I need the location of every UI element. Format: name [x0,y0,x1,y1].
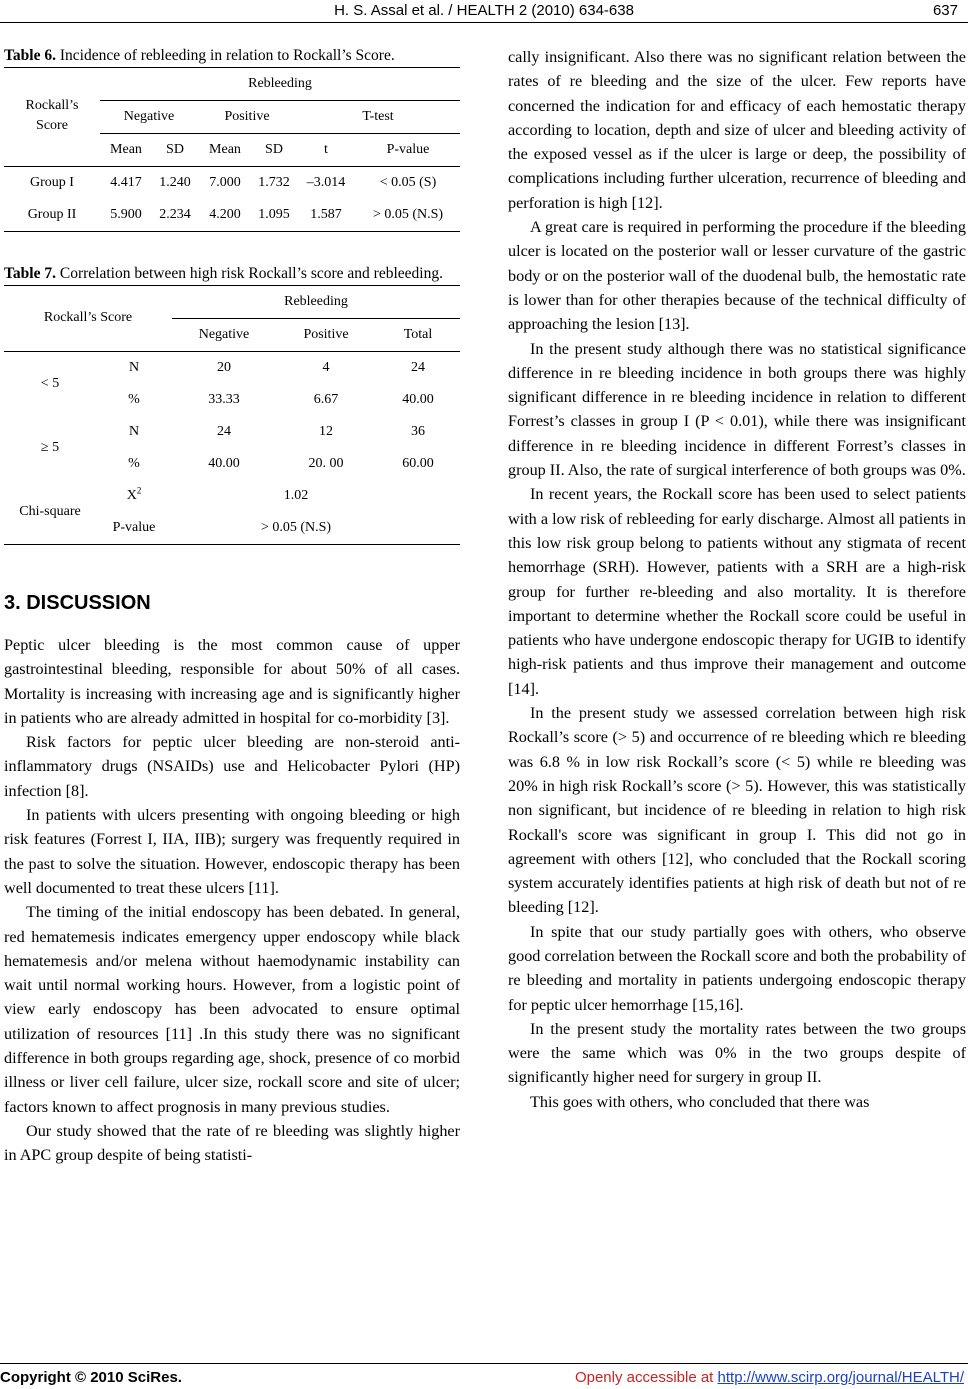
table7-ge5-label: ≥ 5 [40,439,60,455]
table-row [4,199,460,232]
copyright: Copyright © 2010 SciRes. [0,1369,182,1386]
table7-cell: 20. 00 [308,455,344,471]
paragraph: This goes with others, who concluded that there was [530,1092,870,1111]
table6-cell: 1.587 [296,199,356,232]
table6-caption [4,45,460,67]
paragraph: cally insignificant. Also there was no significant relation between the rates of re bleeding and the size of the ulcer. Few reports have concerned the indication for and efficacy of each hemostatic therapy according to location, depth and size of ulcer and bleeding activity of the exposed vessel as if the ulcer is large or deep, the possibility of complications including further ulceration, recurrence of bleeding and perforation is high [12]. [508,48,966,212]
table7-cell: 6.67 [313,391,339,407]
table6-cell: < 0.05 (S) [379,174,437,190]
table7-cell: 36 [411,423,425,439]
table6-mean-header: Mean [100,134,152,167]
table6-negative-header: Negative [100,101,198,134]
table7-x2-label: $X^2$ [126,485,142,503]
paragraph: In spite that our study partially goes with others, who observe good correlation between the Rockall score and both the probability of re bleeding and mortality in patients undergoing endoscopic therapy for peptic ulcer hemorrhage [15,16]. [508,922,966,1014]
table6-ttest-header: T-test [296,101,460,134]
table7-lt5-label: < 5 [40,375,60,391]
table7-cell: 24 [217,423,231,439]
paragraph: The timing of the initial endoscopy has been debated. In general, red hematemesis indicates emergency upper endoscopy while black hematemesis and/or melena without haemodynamic instability can wait until normal working hours. However, from a logistic point of view early endoscopy has been advocated to ensure optimal utilization of resources [11] .In this study there was no significant difference in both groups regarding age, shock, presence of co morbid illness or liver cell failure, ulcer size, rockall score and site of ulcer; factors known to affect prognosis in many previous studies. [4,903,460,1116]
paragraph: Risk factors for peptic ulcer bleeding are non-steroid anti-inflammatory drugs (NSAIDs) use and Helicobacter Pylori (HP) infection [8]. [4,733,460,800]
table6-cell: 5.900 [100,199,152,232]
table7-total-header: Total [376,319,460,352]
page-footer [0,1363,968,1389]
paragraph: In the present study the mortality rates between the two groups were the same which was 0% in the two groups despite of significantly higher need for surgery in group II. [508,1019,966,1087]
table7-label: Table 7. [4,265,56,282]
table7-pvalue-value: > 0.05 (N.S) [172,512,460,545]
table7-cell: 60.00 [402,455,434,471]
table7-cell: 24 [411,359,425,375]
table6-positive-header: Positive [198,101,296,134]
table7-positive-header: Positive [276,319,376,352]
table6-mean-header: Mean [198,134,252,167]
table6-cell: > 0.05 (N.S) [356,199,460,232]
table6-label: Table 6. [4,47,56,64]
table6-cell: 4.200 [198,199,252,232]
section-heading: 3. DISCUSSION [4,592,151,614]
table6-pvalue-header: P-value [356,134,460,167]
table6-cell: 1.095 [252,199,296,232]
table7-cell: 40.00 [402,391,434,407]
table-row [4,167,460,200]
paragraph: Our study showed that the rate of re bleeding was slightly higher in APC group despite of being statisti- [4,1121,460,1165]
right-column [508,45,966,1114]
table6-cell: 2.234 [152,199,198,232]
page-header [0,0,968,22]
open-access-note: Openly accessible at http://www.scirp.org/journal/HEALTH/ [574,1369,964,1386]
table7-pvalue-label: P-value [96,512,172,545]
header-rule [0,22,968,23]
paragraph: Peptic ulcer bleeding is the most common cause of upper gastrointestinal bleeding, responsible for about 50% of all cases. Mortality is increasing with increasing age and is significantly higher in patients who are already admitted in hospital for co-morbidity [3]. [4,636,460,727]
table7-cell: 4 [322,359,330,375]
table6-caption-text: Incidence of rebleeding in relation to Rockall’s Score. [55,47,395,64]
table7-caption [4,263,460,285]
table6-cell: Group I [30,174,74,190]
table-row [4,416,460,448]
table7-cell: 33.33 [208,391,240,407]
table7-cell: N [128,359,140,375]
page-number: 637 [932,2,958,19]
table7-cell: 12 [319,423,333,439]
journal-link[interactable]: http://www.scirp.org/journal/HEALTH/ [717,1369,964,1386]
table7-rebleeding-header: Rebleeding [172,286,460,319]
table7-x2-value: 1.02 [283,487,309,503]
table6 [4,67,460,232]
table6-cell: 1.732 [258,174,290,190]
table7-cell: 40.00 [208,455,240,471]
paragraph: In recent years, the Rockall score has been used to select patients with a low risk of rebleeding for early discharge. Almost all patients in this low risk group belong to patients without any stigmata of recent hemorrhage (SRH). However, patients with a SRH are a high-risk group for further re-bleeding and also mortality. It is therefore important to determine whether the Rockall score could be useful in patients who have undergone endoscopic therapy for UGIB to identify high-risk patients and thus improve their management and outcome [14]. [508,485,966,698]
paragraph: In patients with ulcers presenting with ongoing bleeding or high risk features (Forrest I, IIA, IIB); surgery was frequently required in the past to solve the situation. However, endoscopic therapy has been well documented to treat these ulcers [11]. [4,806,460,897]
table6-row-header: Rockall’s Score [4,68,100,167]
table-row [4,352,460,385]
table6-sd-header: SD [252,134,296,167]
table7-cell: 20 [217,359,231,375]
table6-cell: 7.000 [209,174,241,190]
table7-cell: % [128,455,140,471]
paragraph: In the present study we assessed correlation between high risk Rockall’s score (> 5) and occurrence of re bleeding which re bleeding was 6.8 % in low risk Rockall’s score (< 5) while re bleeding was 20% in high risk Rockall’s score (> 5). However, this was statistically non significant, but incidence of re bleeding in relation to high risk Rockall's score was significant in group I. This did not go in agreement with others [12], who concluded that the Rockall scoring system accurately identifies patients at high risk of death but not of re bleeding [12]. [508,704,966,917]
table7 [4,285,460,545]
table7-cell: % [128,391,140,407]
table6-cell: Group II [4,199,100,232]
table7-caption-text: Correlation between high risk Rockall’s score and rebleeding. [55,265,443,282]
table-row [4,480,460,512]
table6-sd-header: SD [152,134,198,167]
table7-chi-square-label: Chi-square [4,480,96,545]
footer-rule [0,1363,968,1364]
table6-cell: 4.417 [110,174,142,190]
table6-t-header: t [296,134,356,167]
table7-row-header: Rockall’s Score [4,286,172,352]
table7-negative-header: Negative [172,319,276,352]
left-column [4,45,460,1168]
paragraph: In the present study although there was no statistical significance difference in re bleeding incidence in both groups there was highly significant difference in re bleeding incidence in relation to different Forrest’s classes in group I (P < 0.01), while there was insignificant difference in re bleeding incidence in different Forrest’s classes in group II. Also, the rate of surgical interference of both groups was 0%. [508,339,966,480]
table6-cell: 1.240 [159,174,191,190]
table7-cell: N [128,423,140,439]
paragraph: A great care is required in performing the procedure if the bleeding ulcer is located on the posterior wall or lesser curvature of the gastric body or on the posterior wall of the duodenal bulb, the hemostatic rate is lower than for other therapies because of the technical difficulty of approaching the lesion [13]. [508,218,966,334]
table6-rebleeding-header: Rebleeding [100,68,460,101]
table6-cell: –3.014 [306,174,346,190]
running-title: H. S. Assal et al. / HEALTH 2 (2010) 634-638 [334,2,634,19]
